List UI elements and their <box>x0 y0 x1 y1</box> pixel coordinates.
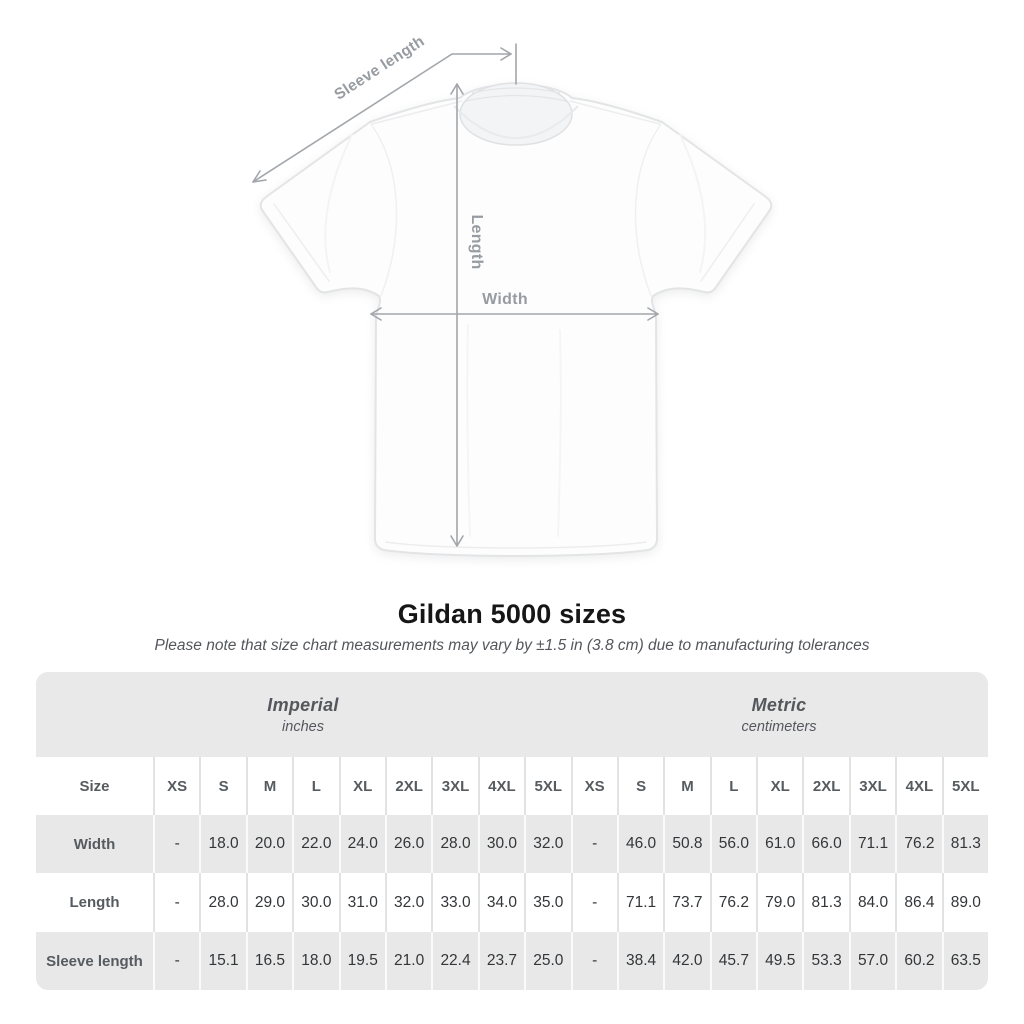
table-cell: 66.0 <box>802 815 848 873</box>
metric-group-header <box>570 672 988 757</box>
table-cell: 32.0 <box>524 815 570 873</box>
table-cell: 56.0 <box>710 815 756 873</box>
table-cell: 76.2 <box>710 873 756 932</box>
table-cell: 84.0 <box>849 873 895 932</box>
chart-heading <box>0 599 1024 655</box>
table-cell: 24.0 <box>339 815 385 873</box>
table-row-sleeve-length <box>36 932 988 990</box>
table-cell: 19.5 <box>339 932 385 990</box>
width-label: Width <box>482 291 528 308</box>
table-cell: 89.0 <box>942 873 988 932</box>
table-cell: 21.0 <box>385 932 431 990</box>
table-cell: 49.5 <box>756 932 802 990</box>
column-header: XL <box>756 757 802 815</box>
column-header: S <box>199 757 245 815</box>
row-label: Sleeve length <box>46 952 143 970</box>
unit-group-header-row <box>36 672 988 757</box>
table-cell: 71.1 <box>849 815 895 873</box>
table-cell: 32.0 <box>385 873 431 932</box>
table-cell: - <box>571 932 617 990</box>
column-header: XS <box>153 757 199 815</box>
table-cell: 34.0 <box>478 873 524 932</box>
table-cell: 53.3 <box>802 932 848 990</box>
size-chart-table <box>36 672 988 990</box>
size-header-row <box>36 757 988 815</box>
table-cell: 22.4 <box>431 932 477 990</box>
table-cell: 76.2 <box>895 815 941 873</box>
column-header: S <box>617 757 663 815</box>
table-cell: 73.7 <box>663 873 709 932</box>
column-header: L <box>710 757 756 815</box>
column-header: 2XL <box>802 757 848 815</box>
table-cell: - <box>571 815 617 873</box>
column-header: L <box>292 757 338 815</box>
column-header: M <box>246 757 292 815</box>
sleeve-length-label: Sleeve length <box>331 32 428 104</box>
column-header: 4XL <box>478 757 524 815</box>
imperial-group-unit: inches <box>282 718 324 735</box>
metric-group-unit: centimeters <box>741 718 817 735</box>
table-cell: 57.0 <box>849 932 895 990</box>
column-header: M <box>663 757 709 815</box>
table-cell: 81.3 <box>942 815 988 873</box>
table-cell: 46.0 <box>617 815 663 873</box>
table-cell: 33.0 <box>431 873 477 932</box>
column-header: XS <box>571 757 617 815</box>
table-cell: 35.0 <box>524 873 570 932</box>
table-cell: 22.0 <box>292 815 338 873</box>
table-cell: - <box>153 815 199 873</box>
table-cell: 26.0 <box>385 815 431 873</box>
table-row-width <box>36 815 988 873</box>
imperial-group-header <box>36 672 570 757</box>
table-cell: 18.0 <box>292 932 338 990</box>
tshirt-silhouette <box>261 83 772 556</box>
table-cell: 31.0 <box>339 873 385 932</box>
imperial-group-name: Imperial <box>267 694 339 715</box>
table-row-length <box>36 873 988 932</box>
column-header: 3XL <box>431 757 477 815</box>
table-cell: 28.0 <box>199 873 245 932</box>
page-title: Gildan 5000 sizes <box>397 599 627 629</box>
column-header-size: Size <box>79 777 110 795</box>
table-cell: 15.1 <box>199 932 245 990</box>
row-label: Length <box>69 894 120 911</box>
table-cell: 86.4 <box>895 873 941 932</box>
table-cell: 61.0 <box>756 815 802 873</box>
row-label: Width <box>73 835 116 853</box>
table-cell: 60.2 <box>895 932 941 990</box>
table-cell: 18.0 <box>199 815 245 873</box>
tolerance-note: Please note that size chart measurements may vary by ±1.5 in (3.8 cm) due to manufacturing tolerances <box>154 637 870 654</box>
table-cell: - <box>571 873 617 932</box>
table-cell: 28.0 <box>431 815 477 873</box>
column-header: 4XL <box>895 757 941 815</box>
metric-group-name: Metric <box>751 694 807 715</box>
table-cell: - <box>153 873 199 932</box>
table-cell: 30.0 <box>292 873 338 932</box>
table-cell: 25.0 <box>524 932 570 990</box>
table-cell: 38.4 <box>617 932 663 990</box>
table-cell: - <box>153 932 199 990</box>
column-header: 2XL <box>385 757 431 815</box>
table-cell: 79.0 <box>756 873 802 932</box>
table-cell: 20.0 <box>246 815 292 873</box>
table-cell: 29.0 <box>246 873 292 932</box>
table-cell: 42.0 <box>663 932 709 990</box>
tshirt-body <box>261 85 772 557</box>
table-cell: 23.7 <box>478 932 524 990</box>
column-header: 3XL <box>849 757 895 815</box>
column-header: XL <box>339 757 385 815</box>
table-cell: 16.5 <box>246 932 292 990</box>
column-header: 5XL <box>524 757 570 815</box>
table-cell: 71.1 <box>617 873 663 932</box>
table-cell: 63.5 <box>942 932 988 990</box>
table-cell: 81.3 <box>802 873 848 932</box>
table-cell: 50.8 <box>663 815 709 873</box>
table-cell: 45.7 <box>710 932 756 990</box>
table-cell: 30.0 <box>478 815 524 873</box>
column-header: 5XL <box>942 757 988 815</box>
length-label: Length <box>468 214 485 270</box>
